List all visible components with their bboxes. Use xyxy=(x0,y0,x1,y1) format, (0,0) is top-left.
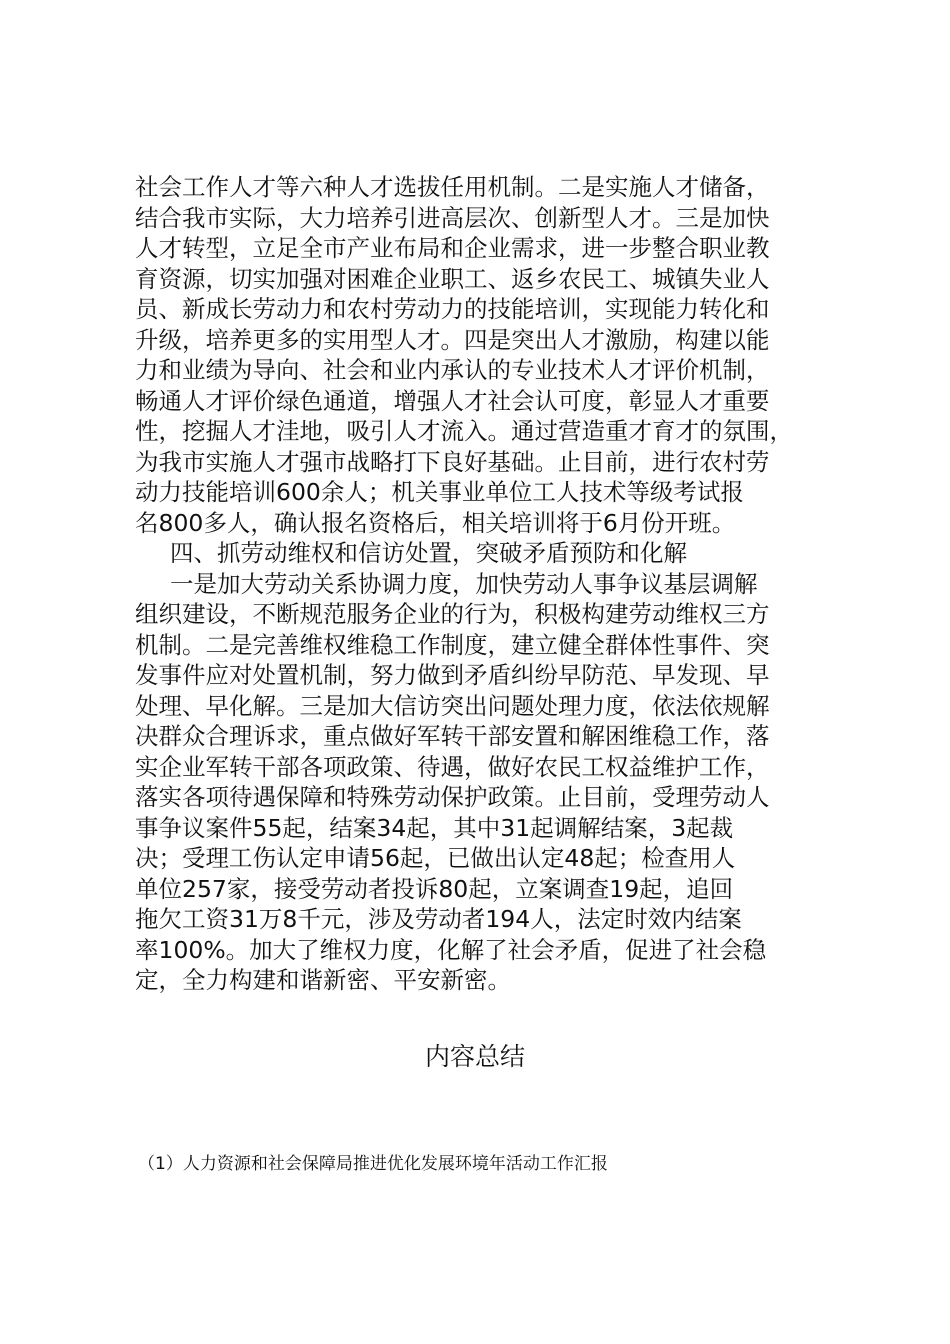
body-line: 育资源，切实加强对困难企业职工、返乡农民工、城镇失业人 xyxy=(135,264,770,293)
body-line: 机制。二是完善维权维稳工作制度，建立健全群体性事件、突 xyxy=(135,630,770,659)
body-line: 实企业军转干部各项政策、待遇，做好农民工权益维护工作， xyxy=(135,752,770,781)
body-line: 发事件应对处置机制，努力做到矛盾纠纷早防范、早发现、早 xyxy=(135,661,770,689)
body-line: 力和业绩为导向、社会和业内承认的专业技术人才评价机制， xyxy=(135,356,770,384)
body-line: 处理、早化解。三是加大信访突出问题处理力度，依法依规解 xyxy=(135,691,770,720)
body-line: 率100%。加大了维权力度，化解了社会矛盾，促进了社会稳 xyxy=(135,935,767,964)
body-line: 决群众合理诉求，重点做好军转干部安置和解困维稳工作，落 xyxy=(135,722,770,750)
body-line: 名800多人，确认报名资格后，相关培训将于6月份开班。 xyxy=(135,508,736,537)
summary-title: 内容总结 xyxy=(424,1042,525,1071)
section-heading: 四、抓劳动维权和信访处置，突破矛盾预防和化解 xyxy=(170,539,687,567)
body-line: 单位257家，接受劳动者投诉80起，立案调查19起，追回 xyxy=(135,874,734,903)
body-text xyxy=(135,172,835,996)
body-line: 拖欠工资31万8千元，涉及劳动者194人，法定时效内结案 xyxy=(135,905,742,933)
body-line: 动力技能培训600余人；机关事业单位工人技术等级考试报 xyxy=(135,478,744,506)
body-line: 为我市实施人才强市战略打下良好基础。止目前，进行农村劳 xyxy=(135,447,770,476)
body-line: 组织建设，不断规范服务企业的行为，积极构建劳动维权三方 xyxy=(135,600,770,628)
body-line: 社会工作人才等六种人才选拔任用机制。二是实施人才储备， xyxy=(135,173,770,201)
summary-item: （1）人力资源和社会保障局推进优化发展环境年活动工作汇报 xyxy=(138,1154,608,1174)
body-line: 员、新成长劳动力和农村劳动力的技能培训，实现能力转化和 xyxy=(135,295,770,323)
body-line: 决；受理工伤认定申请56起，已做出认定48起；检查用人 xyxy=(135,844,736,872)
body-line: 事争议案件55起，结案34起，其中31起调解结案，3起裁 xyxy=(135,813,734,842)
body-line: 落实各项待遇保障和特殊劳动保护政策。止目前，受理劳动人 xyxy=(135,783,770,811)
body-line: 人才转型，立足全市产业布局和企业需求，进一步整合职业教 xyxy=(135,234,770,262)
body-line: 畅通人才评价绿色通道，增强人才社会认可度，彰显人才重要 xyxy=(135,386,770,415)
body-line: 性，挖掘人才洼地，吸引人才流入。通过营造重才育才的氛围， xyxy=(135,417,793,445)
body-line: 升级，培养更多的实用型人才。四是突出人才激励，构建以能 xyxy=(135,325,770,354)
body-line: 一是加大劳动关系协调力度，加快劳动人事争议基层调解 xyxy=(170,569,758,598)
body-line: 定，全力构建和谐新密、平安新密。 xyxy=(135,966,511,994)
body-line: 结合我市实际，大力培养引进高层次、创新型人才。三是加快 xyxy=(135,203,770,232)
